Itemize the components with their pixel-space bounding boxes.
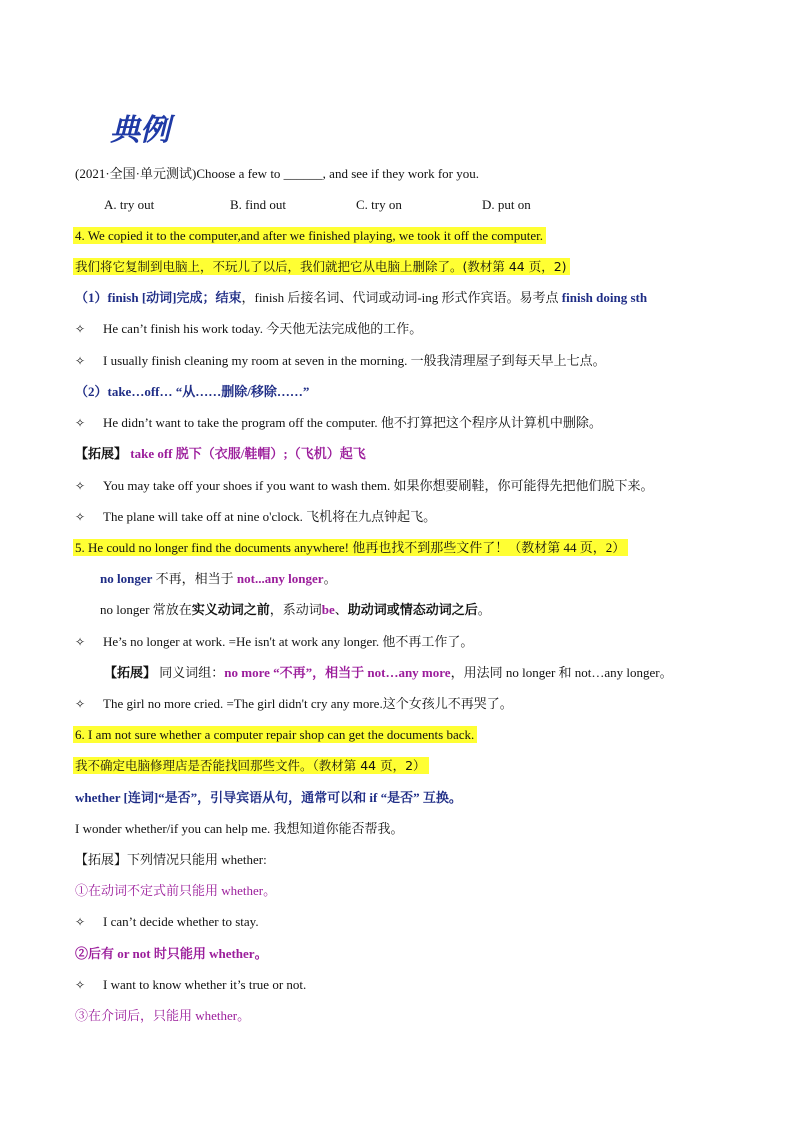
item6-rule2-example	[75, 976, 306, 994]
item5-pos-g: 。	[477, 602, 491, 617]
item4-point1	[75, 289, 647, 307]
diamond-bullet-icon: ✧	[75, 635, 86, 649]
item5-pos-b: 实义动词之前	[191, 602, 270, 617]
item6-cn: 我不确定电脑修理店是否能找回那些文件。（教材第 44 页，2）	[73, 757, 429, 774]
item4-p2-head: （2）take…off… “从……删除/移除……”	[75, 384, 310, 399]
item5-no-longer	[100, 570, 337, 588]
item5-nl-mid: 不再，相当于	[152, 571, 237, 586]
item4-ex1-text: He can’t finish his work today. 今天他无法完成他的工作。	[103, 321, 423, 336]
item4-p1-key: finish doing sth	[561, 290, 648, 305]
item6-en: 6. I am not sure whether a computer repair shop can get the documents back.	[73, 726, 477, 743]
item6-sentence	[73, 726, 477, 744]
item6-ex1-text: I wonder whether/if you can help me. 我想知道你能否帮我。	[75, 821, 404, 836]
item4-ex3	[75, 414, 602, 432]
item4-cn: 我们将它复制到电脑上，不玩儿了以后，我们就把它从电脑上删除了。(教材第 44 页，2)	[73, 258, 570, 275]
item4-ex5	[75, 508, 436, 526]
diamond-bullet-icon: ✧	[75, 978, 86, 992]
item6-translation	[73, 757, 429, 775]
item4-ex2-text: I usually finish cleaning my room at seven in the morning. 一般我清理屋子到每天早上七点。	[103, 353, 606, 368]
item5-pos-f: 助动词或情态动词之后	[347, 602, 478, 617]
item4-p1-body: ，finish 后接名词、代词或动词-ing 形式作宾语。易考点	[241, 290, 562, 305]
diamond-bullet-icon: ✧	[75, 479, 86, 493]
item5-sentence	[73, 539, 628, 557]
item4-extension	[75, 445, 366, 463]
item4-translation	[73, 258, 570, 276]
item4-en: 4. We copied it to the computer,and after we finished playing, we took it off the computer.	[73, 227, 546, 244]
option-b: B. find out	[230, 197, 286, 212]
item6-r1-ex: I can’t decide whether to stay.	[103, 914, 259, 929]
item5-ext-b: no more “不再”，相当于 not…any more	[224, 665, 451, 680]
item6-rule2	[75, 945, 268, 963]
item5-pos-c: ，系动词	[269, 602, 322, 617]
item5-ex1	[75, 633, 473, 651]
item4-ex5-text: The plane will take off at nine o'clock. 飞机将在九点钟起飞。	[103, 509, 437, 524]
item5-en: 5. He could no longer find the documents anywhere! 他再也找不到那些文件了！（教材第 44 页，2）	[73, 539, 628, 556]
item5-ex2-text: The girl no more cried. =The girl didn't cry any more.这个女孩儿不再哭了。	[103, 696, 513, 711]
item4-ex4-text: You may take off your shoes if you want to wash them. 如果你想要刷鞋，你可能得先把他们脱下来。	[103, 478, 654, 493]
item4-sentence	[73, 227, 546, 245]
item5-nl-key2: not...any longer	[236, 571, 324, 586]
option-d: D. put on	[482, 197, 531, 212]
item6-ex1	[75, 820, 404, 838]
item5-ext-label: 【拓展】	[104, 665, 160, 680]
item4-ex2	[75, 352, 606, 370]
item6-rule3	[75, 1007, 250, 1025]
diamond-bullet-icon: ✧	[75, 354, 86, 368]
item4-ext-text: take off 脱下（衣服/鞋帽）;（飞机）起飞	[130, 446, 366, 461]
item5-pos-e: 、	[334, 602, 348, 617]
diamond-bullet-icon: ✧	[75, 915, 86, 929]
item6-rule1-example	[75, 913, 259, 931]
item5-ex1-text: He’s no longer at work. =He isn't at work any longer. 他不再工作了。	[103, 634, 474, 649]
item4-ext-label: 【拓展】	[75, 446, 131, 461]
item5-extension	[104, 664, 673, 682]
item6-wh: whether [连词]“是否”，引导宾语从句，通常可以和 if “是否” 互换。	[75, 790, 462, 805]
item5-ext-a: 同义词组：	[159, 665, 225, 680]
item6-r1: ①在动词不定式前只能用 whether。	[75, 883, 277, 898]
diamond-bullet-icon: ✧	[75, 697, 86, 711]
option-a: A. try out	[104, 197, 155, 212]
item4-ex3-text: He didn’t want to take the program off the computer. 他不打算把这个程序从计算机中删除。	[103, 415, 602, 430]
dianli-logo-text: 典例	[110, 113, 170, 148]
item4-ex4	[75, 477, 654, 495]
item6-ext: 【拓展】下列情况只能用 whether:	[75, 852, 267, 867]
diamond-bullet-icon: ✧	[75, 416, 86, 430]
item6-rule1	[75, 882, 276, 900]
item6-r2-ex: I want to know whether it’s true or not.	[103, 977, 307, 992]
item5-nl-key: no longer	[100, 571, 153, 586]
question-stem	[75, 165, 479, 183]
question-text: (2021·全国·单元测试)Choose a few to ______, and see if they work for you.	[75, 166, 480, 181]
option-c: C. try on	[356, 197, 402, 212]
item5-pos-a: no longer 常放在	[100, 602, 192, 617]
diamond-bullet-icon: ✧	[75, 510, 86, 524]
item6-extension	[75, 851, 267, 869]
item6-whether-def	[75, 789, 462, 807]
item4-point2	[75, 383, 309, 401]
item5-position	[100, 601, 491, 619]
item6-r3: ③在介词后，只能用 whether。	[75, 1008, 251, 1023]
item4-ex1	[75, 320, 422, 338]
item5-ext-c: ，用法同 no longer 和 not…any longer。	[450, 665, 673, 680]
item5-nl-end: 。	[323, 571, 337, 586]
item5-ex2	[75, 695, 513, 713]
question-options	[104, 196, 531, 214]
item6-r2: ②后有 or not 时只能用 whether。	[75, 946, 268, 961]
item4-p1-head: （1）finish [动词]完成；结束	[75, 290, 242, 305]
item5-pos-d: be	[321, 602, 335, 617]
dianli-logo	[108, 108, 182, 148]
diamond-bullet-icon: ✧	[75, 322, 86, 336]
